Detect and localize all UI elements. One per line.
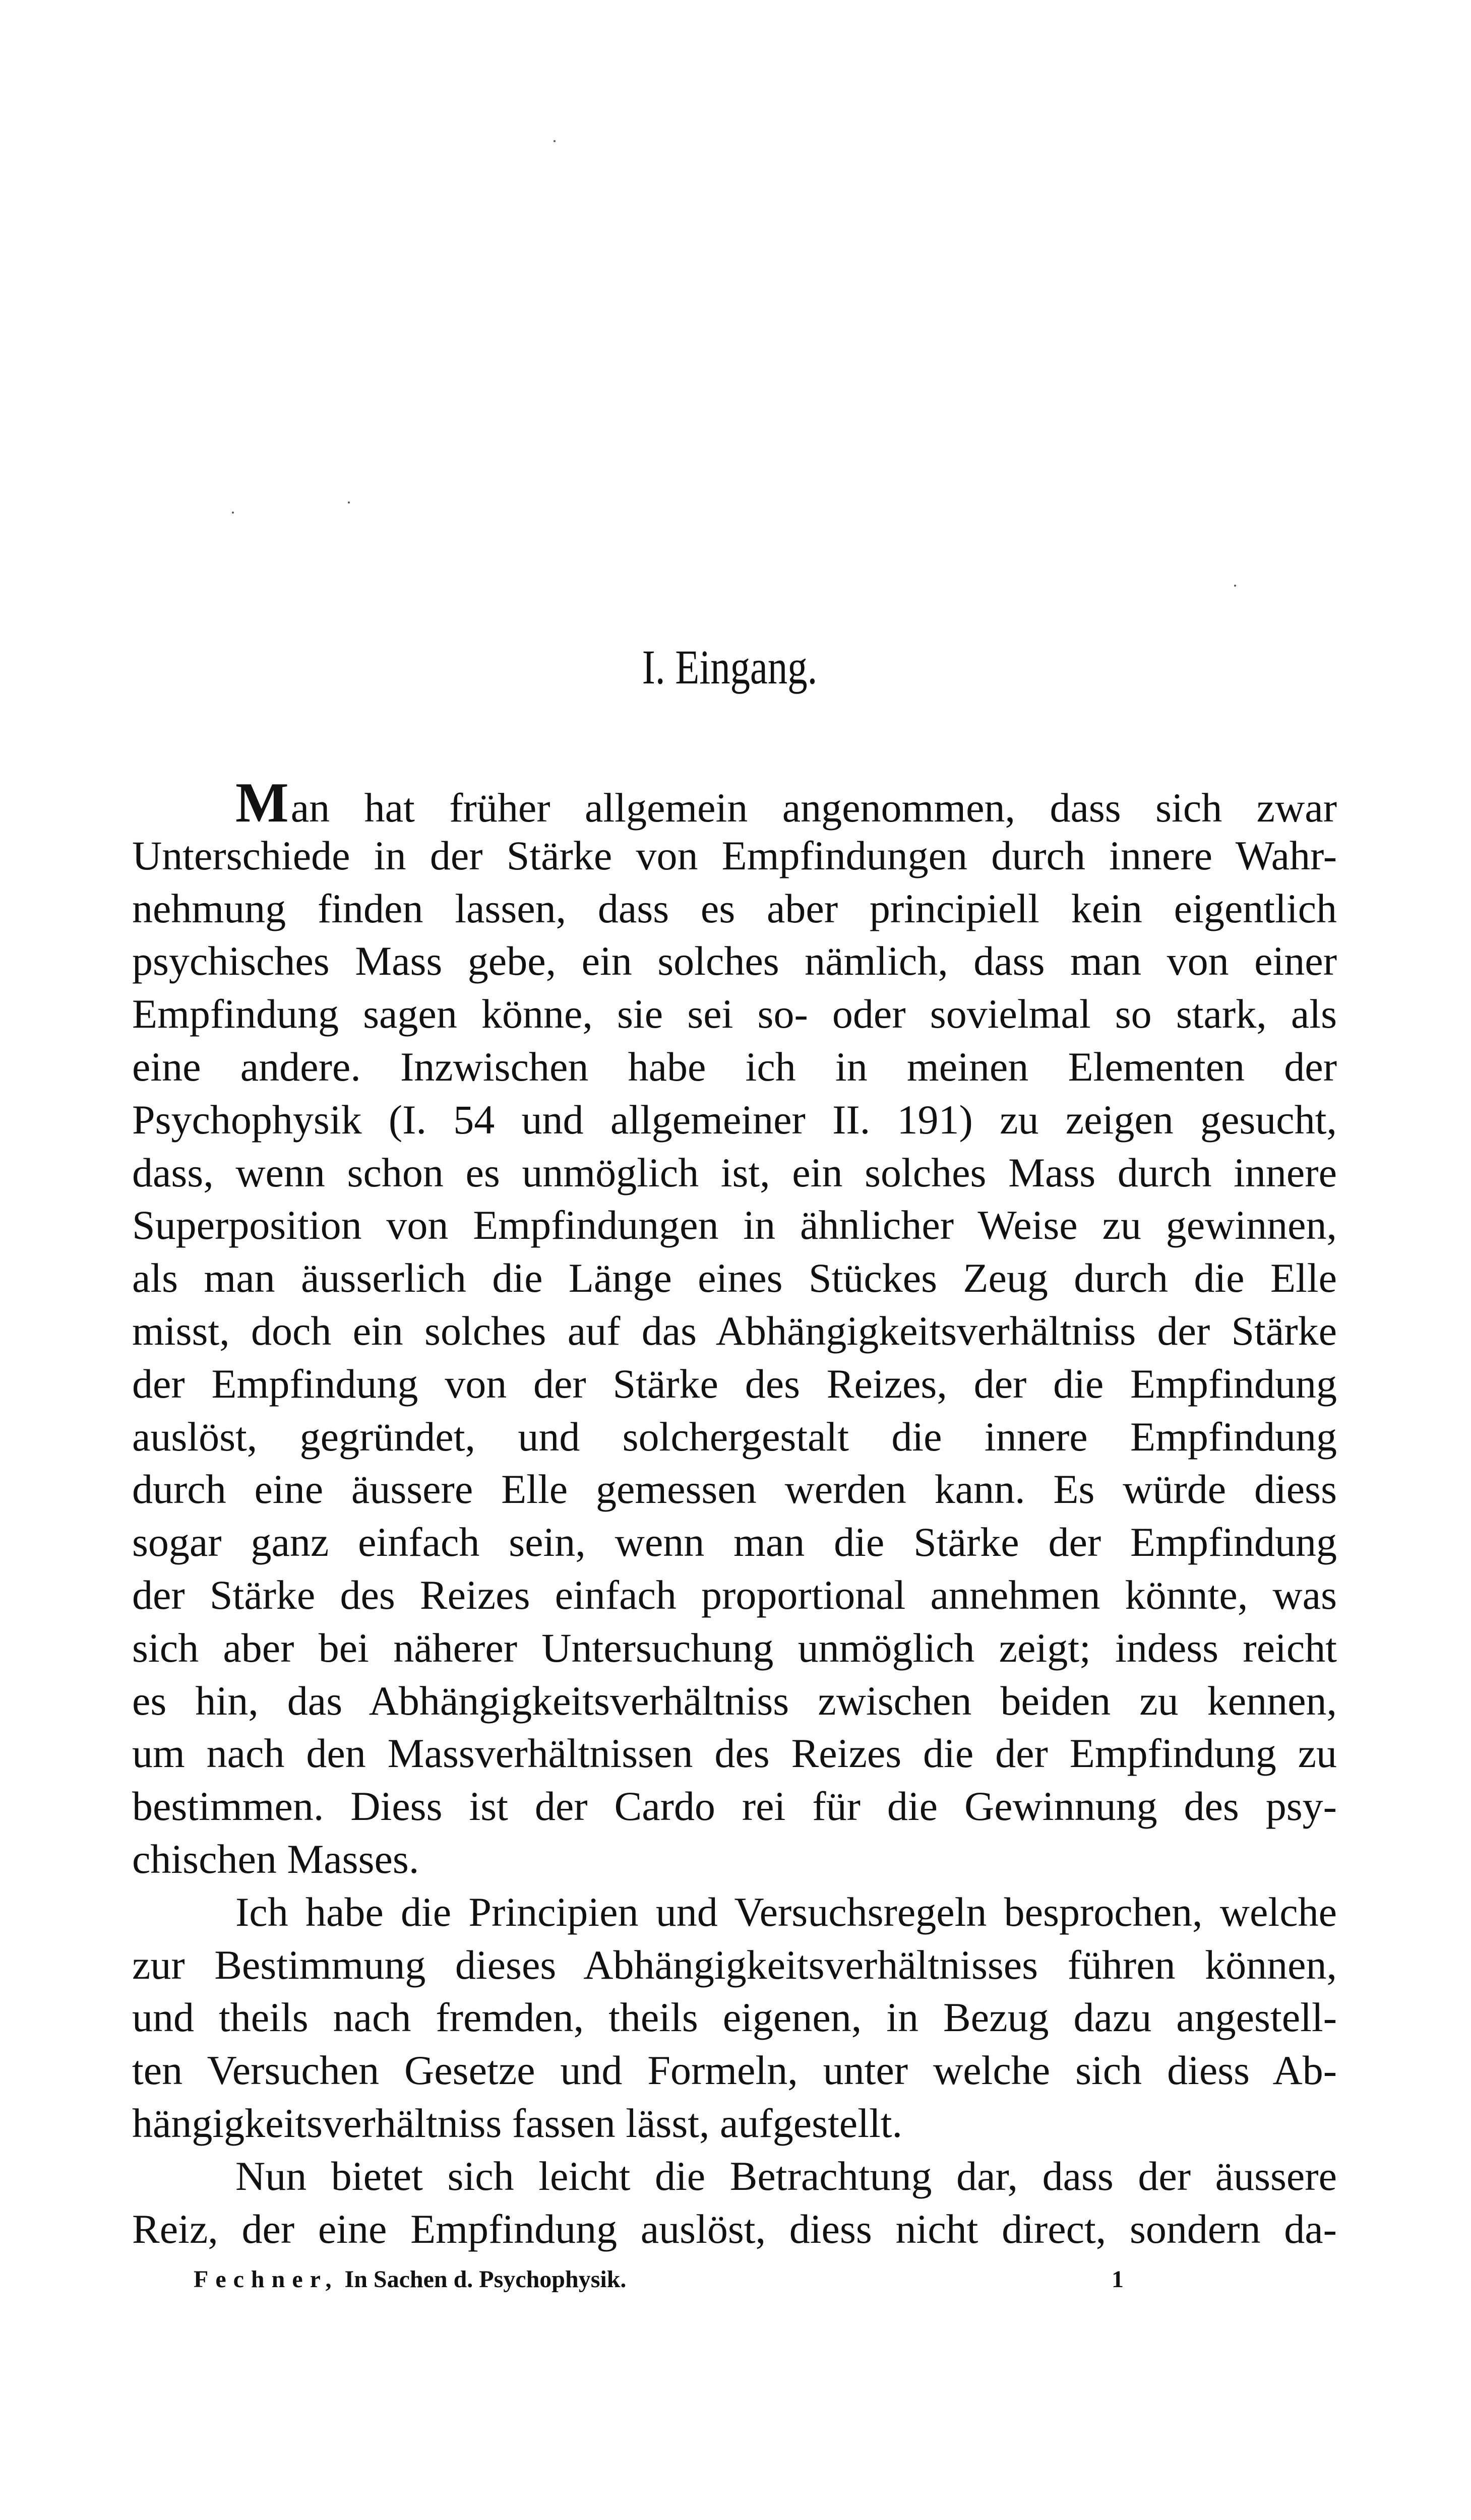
text-line: hängigkeitsverhältniss fassen lässt, aufgestellt. [132, 2100, 903, 2146]
text-line: chischen Masses. [132, 1836, 419, 1882]
text-line: eine andere. Inzwischen habe ich in meinen Elementen der [132, 1043, 1337, 1090]
text-line: durch eine äussere Elle gemessen werden kann. Es würde diess [132, 1466, 1337, 1513]
text-line: bestimmen. Diess ist der Cardo rei für die Gewinnung des psy- [132, 1783, 1337, 1830]
text-line: Superposition von Empfindungen in ähnlicher Weise zu gewinnen, [132, 1202, 1337, 1248]
text-line: psychisches Mass gebe, ein solches nämlich, dass man von einer [132, 938, 1337, 984]
text-line: um nach den Massverhältnissen des Reizes die der Empfindung zu [132, 1730, 1337, 1777]
drop-cap: M [235, 772, 289, 834]
text-line: Ich habe die Principien und Versuchsregeln besprochen, welche [235, 1888, 1337, 1935]
text-line: Unterschiede in der Stärke von Empfindungen durch innere Wahr- [132, 832, 1337, 878]
text-line: und theils nach fremden, theils eigenen, in Bezug dazu angestell- [132, 1994, 1337, 2041]
text-line: auslöst, gegründet, und solchergestalt die innere Empfindung [132, 1413, 1337, 1460]
footer-book-title: In Sachen d. Psychophysik. [344, 2266, 627, 2293]
footer-author: Fechner, [194, 2266, 339, 2293]
text-line: nehmung finden lassen, dass es aber principiell kein eigentlich [132, 885, 1337, 931]
text-line: sich aber bei näherer Untersuchung unmöglich zeigt; indess reicht [132, 1624, 1337, 1671]
text-line: es hin, das Abhängigkeitsverhältniss zwischen beiden zu kennen, [132, 1677, 1337, 1724]
scan-speck [232, 512, 234, 514]
text-line: Nun bietet sich leicht die Betrachtung dar, dass der äussere [235, 2153, 1337, 2199]
footer-signature [194, 2265, 626, 2294]
scan-speck [1234, 585, 1236, 587]
text-line-content: an hat früher allgemein angenommen, dass sich zwar [290, 785, 1337, 831]
text-line: ten Versuchen Gesetze und Formeln, unter welche sich diess Ab- [132, 2047, 1337, 2094]
text-line: misst, doch ein solches auf das Abhängigkeitsverhältniss der Stärke [132, 1307, 1337, 1354]
chapter-heading: I. Eingang. [642, 640, 818, 694]
text-line: als man äusserlich die Länge eines Stückes Zeug durch die Elle [132, 1255, 1337, 1301]
text-line: Psychophysik (I. 54 und allgemeiner II. 191) zu zeigen gesucht, [132, 1096, 1337, 1143]
scan-speck [348, 501, 350, 503]
text-line: sogar ganz einfach sein, wenn man die Stärke der Empfindung [132, 1519, 1337, 1565]
page-number: 1 [1112, 2266, 1124, 2293]
scan-speck [554, 140, 556, 142]
text-line [132, 772, 1337, 834]
text-line: dass, wenn schon es unmöglich ist, ein solches Mass durch innere [132, 1149, 1337, 1195]
text-line: zur Bestimmung dieses Abhängigkeitsverhältnisses führen können, [132, 1941, 1337, 1988]
text-line: der Stärke des Reizes einfach proportional annehmen könnte, was [132, 1571, 1337, 1618]
text-line: Reiz, der eine Empfindung auslöst, diess nicht direct, sondern da- [132, 2206, 1337, 2252]
text-line: der Empfindung von der Stärke des Reizes, der die Empfindung [132, 1360, 1337, 1407]
text-line: Empfindung sagen könne, sie sei so- oder sovielmal so stark, als [132, 991, 1337, 1037]
body-text [132, 772, 1337, 2255]
